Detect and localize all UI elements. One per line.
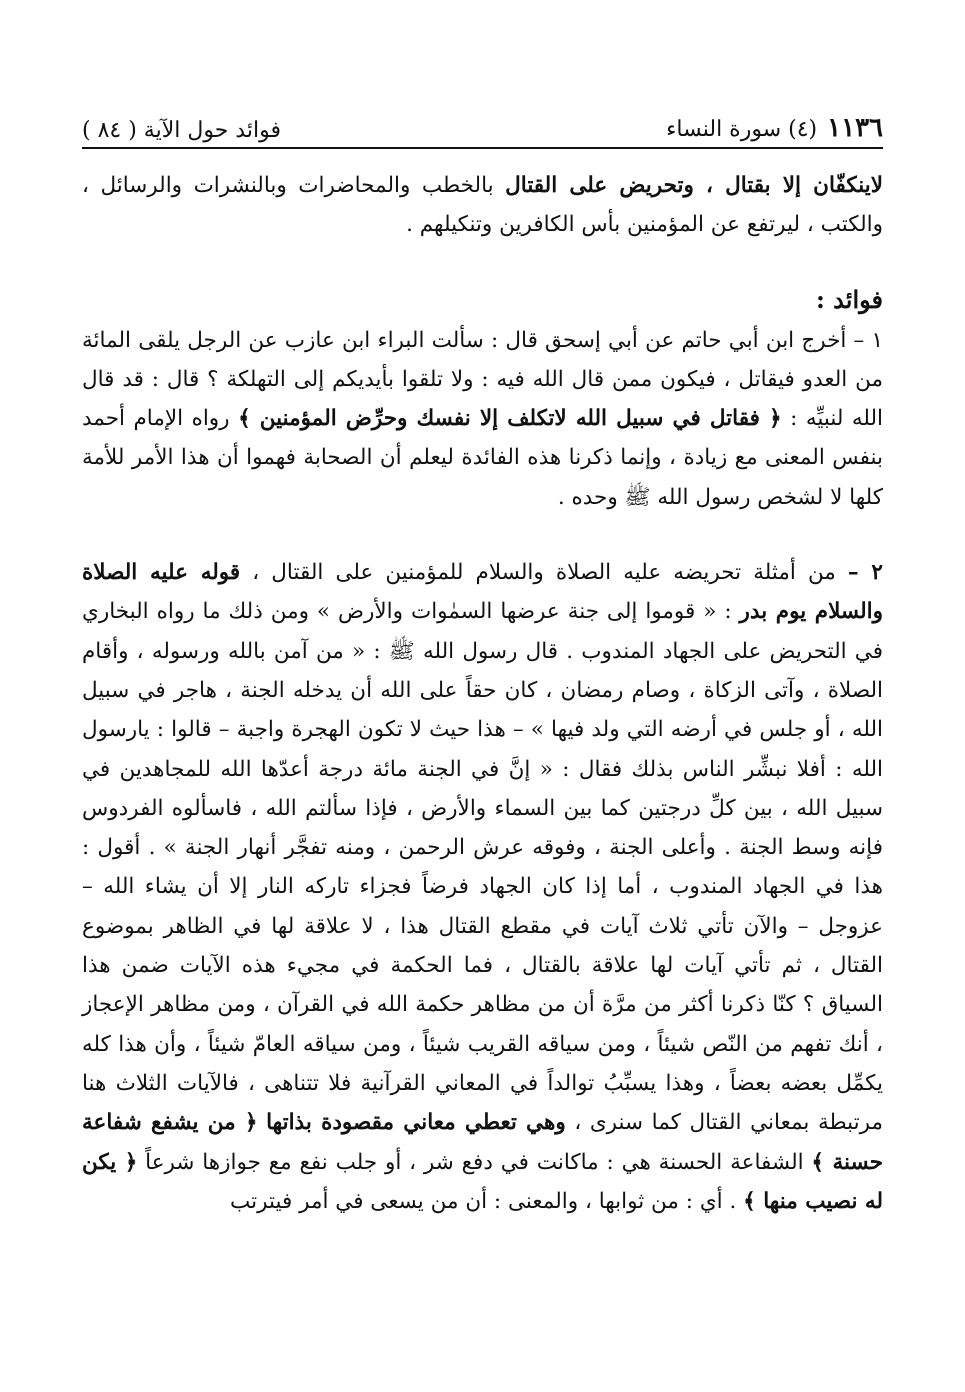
page-body bbox=[82, 166, 883, 1221]
surah-name: (٤) سورة النساء bbox=[666, 117, 818, 142]
benefit-1-text-a: ١ – أخرج ابن أبي حاتم عن أبي إسحق قال : سألت البراء ابن عازب عن الرجل يلقى المائة من العدو فيقاتل ، فيكون ممن قال الله فيه : ولا تلقوا بأيديكم إلى التهلكة ؟ قال : قد قال الله لنبيِّه : bbox=[82, 327, 884, 432]
benefit-2-lead: ٢ – bbox=[847, 560, 883, 586]
benefit-2-bold-b: قوله عليه الصلاة والسلام يوم بدر bbox=[82, 560, 883, 625]
section-title: فوائد : bbox=[815, 284, 883, 314]
benefit-1-verse: ﴿ فقاتل في سبيل الله لاتكلف إلا نفسك وحرِّض المؤمنين ﴾ bbox=[238, 406, 782, 432]
benefit-1-text-b: رواه الإمام أحمد بنفس المعنى مع زيادة ، وإنما ذكرنا هذه الفائدة ليعلم أن الصحابة فهموا أن هذا الأمر للأمة كلها لا لشخص رسول الله ﷺ وحده . bbox=[82, 406, 883, 510]
spacer bbox=[82, 517, 883, 553]
benefit-2-text-f: . أي : من ثوابها ، والمعنى : أن من يسعى في أمر فيترتب bbox=[230, 1188, 737, 1214]
benefit-2 bbox=[82, 553, 883, 1221]
spacer bbox=[82, 245, 883, 279]
running-header bbox=[82, 103, 883, 149]
benefit-2-verse-2: ﴿ يكن له نصيب منها ﴾ bbox=[82, 1149, 883, 1214]
benefit-2-text-e: الشفاعة الحسنة هي : ماكانت في دفع شر ، أو جلب نفع مع جوازها شرعاً bbox=[145, 1149, 804, 1175]
benefit-2-verse-1: ﴿ من يشفع شفاعة حسنة ﴾ bbox=[82, 1110, 883, 1175]
benefit-2-bold-d: وهي تعطي معاني مقصودة بذاتها bbox=[266, 1110, 566, 1136]
intro-bold-lead: لاينكفّان إلا بقتال ، وتحريض على القتال bbox=[505, 173, 883, 198]
page-number: ١١٣٦ bbox=[827, 113, 883, 143]
intro-paragraph bbox=[82, 166, 883, 245]
header-right-group bbox=[666, 113, 883, 143]
header-topic: فوائد حول الآية ( ٨٤ ) bbox=[82, 118, 281, 143]
benefit-2-text-c: : « قوموا إلى جنة عرضها السمٰوات والأرض » ومن ذلك ما رواه البخاري في التحريض على الجهاد المندوب . قال رسول الله ﷺ : « من آمن بالله ورسوله ، وأقام الصلاة ، وآتى الزكاة ، وصام رمضان ، كان حقاً على الله أن يدخله الجنة ، هاجر في سبيل الله ، أو جلس في أرضه التي ولد فيها » – هذا حيث لا تكون الهجرة واجبة – قالوا : يارسول الله : أفلا نبشِّر الناس بذلك فقال : « إنَّ في الجنة مائة درجة أعدّها الله للمجاهدين في سبيل الله ، بين كلِّ درجتين كما بين السماء والأرض ، فإذا سألتم الله ، فاسألوه الفردوس فإنه وسط الجنة . وأعلى الجنة ، وفوقه عرش الرحمن ، ومنه تفجَّر أنهار الجنة » . أقول : هذا في الجهاد المندوب ، أما إذا كان الجهاد فرضاً فجزاء تاركه النار إلا أن يشاء الله – عزوجل – والآن تأتي ثلاث آيات في مقطع القتال هذا ، لا علاقة لها في الظاهر بموضوع القتال ، ثم تأتي آيات لها علاقة بالقتال ، فما الحكمة في مجيء هذه الآيات ضمن هذا السياق ؟ كنّا ذكرنا أكثر من مرَّة أن من مظاهر حكمة الله في القرآن ، ومن مظاهر الإعجاز ، أنك تفهم من النّص شيئاً ، ومن سياقه القريب شيئاً ، ومن سياقه العامّ شيئاً ، وأن هذا كله يكمِّل بعضه بعضاً ، وهذا يسبِّبُ توالداً في المعاني القرآنية فلا تتناهى ، فالآيات الثلاث هنا مرتبطة بمعاني القتال كما سنرى ، bbox=[82, 599, 883, 1136]
benefit-2-text-a: من أمثلة تحريضه عليه الصلاة والسلام للمؤمنين على القتال ، bbox=[252, 560, 836, 586]
intro-rest: بالخطب والمحاضرات وبالنشرات والرسائل ، والكتب ، ليرتفع عن المؤمنين بأس الكافرين وتنكيلهم . bbox=[82, 173, 883, 238]
benefit-1 bbox=[82, 321, 883, 517]
